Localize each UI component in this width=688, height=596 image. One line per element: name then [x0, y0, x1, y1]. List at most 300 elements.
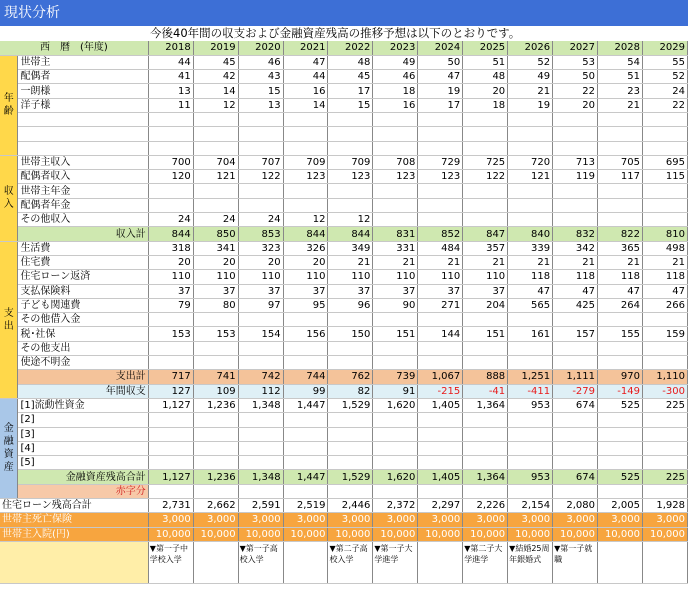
value-cell[interactable]: -149: [598, 384, 643, 398]
value-cell[interactable]: 24: [238, 213, 283, 227]
value-cell[interactable]: 21: [508, 84, 553, 98]
value-cell[interactable]: 21: [598, 98, 643, 112]
value-cell[interactable]: 1,447: [283, 398, 328, 412]
value-cell[interactable]: 23: [598, 84, 643, 98]
value-cell[interactable]: 729: [418, 155, 463, 169]
value-cell[interactable]: [373, 213, 418, 227]
value-cell[interactable]: 13: [238, 98, 283, 112]
value-cell[interactable]: [463, 313, 508, 327]
event-note-cell[interactable]: [642, 541, 687, 583]
value-cell[interactable]: 127: [148, 384, 193, 398]
value-cell[interactable]: 47: [642, 284, 687, 298]
value-cell[interactable]: 3,000: [328, 513, 373, 527]
value-cell[interactable]: 24: [193, 213, 238, 227]
value-cell[interactable]: 10,000: [598, 527, 643, 541]
value-cell[interactable]: [193, 413, 238, 427]
value-cell[interactable]: 525: [598, 398, 643, 412]
value-cell[interactable]: 10,000: [508, 527, 553, 541]
value-cell[interactable]: [463, 141, 508, 155]
row-label[interactable]: 配偶者収入: [18, 170, 148, 184]
value-cell[interactable]: [193, 313, 238, 327]
value-cell[interactable]: [193, 456, 238, 470]
value-cell[interactable]: 1,348: [238, 470, 283, 484]
value-cell[interactable]: [508, 413, 553, 427]
value-cell[interactable]: -279: [553, 384, 598, 398]
value-cell[interactable]: [328, 441, 373, 455]
value-cell[interactable]: [418, 112, 463, 126]
value-cell[interactable]: 707: [238, 155, 283, 169]
value-cell[interactable]: 21: [463, 255, 508, 269]
value-cell[interactable]: 41: [148, 70, 193, 84]
value-cell[interactable]: 110: [238, 270, 283, 284]
value-cell[interactable]: 24: [148, 213, 193, 227]
value-cell[interactable]: 1,447: [283, 470, 328, 484]
value-cell[interactable]: 37: [283, 284, 328, 298]
row-label[interactable]: 子ども関連費: [18, 298, 148, 312]
value-cell[interactable]: 1,127: [148, 470, 193, 484]
value-cell[interactable]: [283, 112, 328, 126]
value-cell[interactable]: [418, 427, 463, 441]
value-cell[interactable]: [598, 213, 643, 227]
value-cell[interactable]: 99: [283, 384, 328, 398]
value-cell[interactable]: [642, 141, 687, 155]
value-cell[interactable]: 155: [598, 327, 643, 341]
value-cell[interactable]: 123: [283, 170, 328, 184]
value-cell[interactable]: [373, 184, 418, 198]
value-cell[interactable]: 50: [553, 70, 598, 84]
value-cell[interactable]: [283, 441, 328, 455]
row-label[interactable]: 金融資産残高合計: [18, 470, 148, 484]
event-note-cell[interactable]: ▼第二子大学進学: [463, 541, 508, 583]
value-cell[interactable]: [508, 441, 553, 455]
value-cell[interactable]: [418, 184, 463, 198]
value-cell[interactable]: [553, 141, 598, 155]
value-cell[interactable]: 18: [463, 98, 508, 112]
value-cell[interactable]: 264: [598, 298, 643, 312]
value-cell[interactable]: [553, 213, 598, 227]
value-cell[interactable]: 21: [642, 255, 687, 269]
value-cell[interactable]: [328, 198, 373, 212]
value-cell[interactable]: 2,662: [193, 499, 238, 513]
value-cell[interactable]: [373, 112, 418, 126]
value-cell[interactable]: 47: [418, 70, 463, 84]
value-cell[interactable]: 79: [148, 298, 193, 312]
value-cell[interactable]: [148, 112, 193, 126]
value-cell[interactable]: 844: [148, 227, 193, 241]
value-cell[interactable]: [193, 356, 238, 370]
year-header-cell[interactable]: 2027: [553, 41, 598, 55]
value-cell[interactable]: 51: [463, 55, 508, 69]
value-cell[interactable]: 2,005: [598, 499, 643, 513]
value-cell[interactable]: [418, 213, 463, 227]
value-cell[interactable]: [463, 213, 508, 227]
value-cell[interactable]: [238, 112, 283, 126]
value-cell[interactable]: 17: [328, 84, 373, 98]
value-cell[interactable]: [508, 341, 553, 355]
value-cell[interactable]: [328, 456, 373, 470]
value-cell[interactable]: [373, 413, 418, 427]
value-cell[interactable]: 20: [283, 255, 328, 269]
value-cell[interactable]: 1,127: [148, 398, 193, 412]
value-cell[interactable]: 95: [283, 298, 328, 312]
value-cell[interactable]: [328, 356, 373, 370]
value-cell[interactable]: [328, 141, 373, 155]
value-cell[interactable]: 1,236: [193, 470, 238, 484]
row-label[interactable]: 支出計: [18, 370, 148, 384]
value-cell[interactable]: [148, 141, 193, 155]
value-cell[interactable]: 18: [373, 84, 418, 98]
value-cell[interactable]: 14: [283, 98, 328, 112]
value-cell[interactable]: [463, 484, 508, 498]
row-label[interactable]: [4]: [18, 441, 148, 455]
value-cell[interactable]: 110: [328, 270, 373, 284]
event-note-cell[interactable]: ▼結婚25周年銀婚式: [508, 541, 553, 583]
row-label[interactable]: [3]: [18, 427, 148, 441]
value-cell[interactable]: [418, 141, 463, 155]
value-cell[interactable]: 1,620: [373, 398, 418, 412]
value-cell[interactable]: [598, 198, 643, 212]
value-cell[interactable]: [418, 127, 463, 141]
row-label[interactable]: [18, 127, 148, 141]
row-label[interactable]: [2]: [18, 413, 148, 427]
value-cell[interactable]: [328, 112, 373, 126]
value-cell[interactable]: 3,000: [283, 513, 328, 527]
value-cell[interactable]: [553, 456, 598, 470]
value-cell[interactable]: 10,000: [283, 527, 328, 541]
value-cell[interactable]: 2,591: [238, 499, 283, 513]
event-note-cell[interactable]: ▼第一子就職: [553, 541, 598, 583]
event-note-cell[interactable]: ▼第一子高校入学: [238, 541, 283, 583]
value-cell[interactable]: 318: [148, 241, 193, 255]
value-cell[interactable]: 831: [373, 227, 418, 241]
value-cell[interactable]: 708: [373, 155, 418, 169]
value-cell[interactable]: [642, 198, 687, 212]
value-cell[interactable]: 15: [238, 84, 283, 98]
row-label[interactable]: [18, 112, 148, 126]
value-cell[interactable]: 953: [508, 398, 553, 412]
value-cell[interactable]: 10,000: [553, 527, 598, 541]
value-cell[interactable]: [508, 356, 553, 370]
value-cell[interactable]: 1,529: [328, 470, 373, 484]
value-cell[interactable]: 50: [418, 55, 463, 69]
value-cell[interactable]: [598, 456, 643, 470]
value-cell[interactable]: 832: [553, 227, 598, 241]
value-cell[interactable]: 365: [598, 241, 643, 255]
value-cell[interactable]: 123: [373, 170, 418, 184]
value-cell[interactable]: 20: [238, 255, 283, 269]
value-cell[interactable]: 225: [642, 470, 687, 484]
value-cell[interactable]: [508, 456, 553, 470]
value-cell[interactable]: [463, 198, 508, 212]
value-cell[interactable]: [418, 356, 463, 370]
value-cell[interactable]: 840: [508, 227, 553, 241]
row-label[interactable]: 一朗様: [18, 84, 148, 98]
value-cell[interactable]: [508, 127, 553, 141]
value-cell[interactable]: 3,000: [148, 513, 193, 527]
value-cell[interactable]: 1,364: [463, 470, 508, 484]
value-cell[interactable]: 13: [148, 84, 193, 98]
row-label[interactable]: 使途不明金: [18, 356, 148, 370]
value-cell[interactable]: 3,000: [598, 513, 643, 527]
value-cell[interactable]: 705: [598, 155, 643, 169]
value-cell[interactable]: 80: [193, 298, 238, 312]
value-cell[interactable]: 48: [328, 55, 373, 69]
value-cell[interactable]: [598, 441, 643, 455]
value-cell[interactable]: [193, 198, 238, 212]
value-cell[interactable]: [463, 184, 508, 198]
value-cell[interactable]: 22: [553, 84, 598, 98]
value-cell[interactable]: [553, 484, 598, 498]
value-cell[interactable]: 47: [553, 284, 598, 298]
value-cell[interactable]: 709: [328, 155, 373, 169]
value-cell[interactable]: 45: [193, 55, 238, 69]
value-cell[interactable]: [283, 198, 328, 212]
value-cell[interactable]: 2,446: [328, 499, 373, 513]
value-cell[interactable]: [238, 427, 283, 441]
value-cell[interactable]: 1,110: [642, 370, 687, 384]
value-cell[interactable]: [373, 341, 418, 355]
row-label[interactable]: 世帯主死亡保険: [0, 513, 148, 527]
value-cell[interactable]: 14: [193, 84, 238, 98]
value-cell[interactable]: 1,928: [642, 499, 687, 513]
row-label[interactable]: [1]流動性資金: [18, 398, 148, 412]
value-cell[interactable]: 850: [193, 227, 238, 241]
value-cell[interactable]: 22: [642, 98, 687, 112]
value-cell[interactable]: 46: [373, 70, 418, 84]
value-cell[interactable]: [148, 341, 193, 355]
value-cell[interactable]: [642, 341, 687, 355]
value-cell[interactable]: [283, 413, 328, 427]
value-cell[interactable]: 10,000: [418, 527, 463, 541]
value-cell[interactable]: 674: [553, 470, 598, 484]
value-cell[interactable]: [418, 198, 463, 212]
value-cell[interactable]: 17: [418, 98, 463, 112]
value-cell[interactable]: [642, 356, 687, 370]
value-cell[interactable]: 19: [418, 84, 463, 98]
value-cell[interactable]: 151: [463, 327, 508, 341]
value-cell[interactable]: [283, 184, 328, 198]
value-cell[interactable]: [193, 141, 238, 155]
value-cell[interactable]: 204: [463, 298, 508, 312]
value-cell[interactable]: 51: [598, 70, 643, 84]
value-cell[interactable]: 16: [283, 84, 328, 98]
value-cell[interactable]: [642, 427, 687, 441]
event-notes-label[interactable]: [0, 541, 148, 583]
value-cell[interactable]: 762: [328, 370, 373, 384]
value-cell[interactable]: 822: [598, 227, 643, 241]
value-cell[interactable]: 525: [598, 470, 643, 484]
value-cell[interactable]: [148, 198, 193, 212]
value-cell[interactable]: [553, 341, 598, 355]
value-cell[interactable]: 1,067: [418, 370, 463, 384]
value-cell[interactable]: 1,348: [238, 398, 283, 412]
value-cell[interactable]: 110: [418, 270, 463, 284]
value-cell[interactable]: [193, 184, 238, 198]
value-cell[interactable]: 2,731: [148, 499, 193, 513]
value-cell[interactable]: 12: [193, 98, 238, 112]
value-cell[interactable]: 118: [642, 270, 687, 284]
value-cell[interactable]: 565: [508, 298, 553, 312]
value-cell[interactable]: [553, 427, 598, 441]
value-cell[interactable]: 3,000: [642, 513, 687, 527]
year-header-cell[interactable]: 2029: [642, 41, 687, 55]
event-note-cell[interactable]: [283, 541, 328, 583]
row-label[interactable]: 年間収支: [18, 384, 148, 398]
value-cell[interactable]: [193, 341, 238, 355]
value-cell[interactable]: 121: [193, 170, 238, 184]
value-cell[interactable]: [328, 484, 373, 498]
year-header-label[interactable]: 西 暦 (年度): [0, 41, 148, 55]
value-cell[interactable]: -300: [642, 384, 687, 398]
value-cell[interactable]: 118: [553, 270, 598, 284]
value-cell[interactable]: [373, 313, 418, 327]
value-cell[interactable]: 331: [373, 241, 418, 255]
value-cell[interactable]: [148, 184, 193, 198]
value-cell[interactable]: [553, 441, 598, 455]
value-cell[interactable]: [283, 141, 328, 155]
value-cell[interactable]: 357: [463, 241, 508, 255]
value-cell[interactable]: [642, 213, 687, 227]
value-cell[interactable]: 888: [463, 370, 508, 384]
value-cell[interactable]: [193, 441, 238, 455]
year-header-cell[interactable]: 2021: [283, 41, 328, 55]
value-cell[interactable]: [328, 127, 373, 141]
value-cell[interactable]: 1,236: [193, 398, 238, 412]
value-cell[interactable]: [238, 341, 283, 355]
value-cell[interactable]: 3,000: [508, 513, 553, 527]
row-label[interactable]: 世帯主年金: [18, 184, 148, 198]
value-cell[interactable]: [238, 141, 283, 155]
value-cell[interactable]: -215: [418, 384, 463, 398]
value-cell[interactable]: 151: [373, 327, 418, 341]
value-cell[interactable]: [283, 341, 328, 355]
value-cell[interactable]: [598, 484, 643, 498]
value-cell[interactable]: 112: [238, 384, 283, 398]
value-cell[interactable]: 37: [418, 284, 463, 298]
value-cell[interactable]: [418, 313, 463, 327]
value-cell[interactable]: 1,364: [463, 398, 508, 412]
value-cell[interactable]: 225: [642, 398, 687, 412]
event-note-cell[interactable]: ▼第一子大学進学: [373, 541, 418, 583]
value-cell[interactable]: [463, 341, 508, 355]
value-cell[interactable]: [418, 341, 463, 355]
value-cell[interactable]: [553, 127, 598, 141]
value-cell[interactable]: 37: [193, 284, 238, 298]
value-cell[interactable]: 122: [463, 170, 508, 184]
value-cell[interactable]: 266: [642, 298, 687, 312]
value-cell[interactable]: [463, 413, 508, 427]
value-cell[interactable]: [238, 356, 283, 370]
value-cell[interactable]: 46: [238, 55, 283, 69]
value-cell[interactable]: [553, 313, 598, 327]
value-cell[interactable]: 342: [553, 241, 598, 255]
value-cell[interactable]: 2,519: [283, 499, 328, 513]
value-cell[interactable]: 157: [553, 327, 598, 341]
value-cell[interactable]: 10,000: [193, 527, 238, 541]
year-header-cell[interactable]: 2024: [418, 41, 463, 55]
value-cell[interactable]: [642, 127, 687, 141]
value-cell[interactable]: 3,000: [463, 513, 508, 527]
value-cell[interactable]: 159: [642, 327, 687, 341]
value-cell[interactable]: [373, 141, 418, 155]
value-cell[interactable]: 123: [418, 170, 463, 184]
value-cell[interactable]: 43: [238, 70, 283, 84]
value-cell[interactable]: [553, 356, 598, 370]
value-cell[interactable]: 153: [193, 327, 238, 341]
value-cell[interactable]: 144: [418, 327, 463, 341]
value-cell[interactable]: [508, 198, 553, 212]
value-cell[interactable]: 90: [373, 298, 418, 312]
value-cell[interactable]: -41: [463, 384, 508, 398]
value-cell[interactable]: 44: [148, 55, 193, 69]
value-cell[interactable]: 123: [328, 170, 373, 184]
value-cell[interactable]: 117: [598, 170, 643, 184]
value-cell[interactable]: [283, 127, 328, 141]
value-cell[interactable]: 16: [373, 98, 418, 112]
value-cell[interactable]: 10,000: [328, 527, 373, 541]
year-header-cell[interactable]: 2018: [148, 41, 193, 55]
value-cell[interactable]: [642, 456, 687, 470]
value-cell[interactable]: [598, 184, 643, 198]
value-cell[interactable]: 3,000: [193, 513, 238, 527]
row-label[interactable]: 支払保険料: [18, 284, 148, 298]
value-cell[interactable]: 110: [283, 270, 328, 284]
value-cell[interactable]: [508, 141, 553, 155]
value-cell[interactable]: 156: [283, 327, 328, 341]
value-cell[interactable]: 844: [283, 227, 328, 241]
value-cell[interactable]: [328, 427, 373, 441]
row-label[interactable]: [5]: [18, 456, 148, 470]
value-cell[interactable]: 709: [283, 155, 328, 169]
value-cell[interactable]: [418, 441, 463, 455]
event-note-cell[interactable]: [598, 541, 643, 583]
value-cell[interactable]: [283, 484, 328, 498]
value-cell[interactable]: 10,000: [148, 527, 193, 541]
value-cell[interactable]: [463, 441, 508, 455]
value-cell[interactable]: 349: [328, 241, 373, 255]
row-label[interactable]: 赤字分: [18, 484, 148, 498]
value-cell[interactable]: [373, 356, 418, 370]
value-cell[interactable]: [418, 484, 463, 498]
event-note-cell[interactable]: [418, 541, 463, 583]
value-cell[interactable]: [328, 313, 373, 327]
value-cell[interactable]: 713: [553, 155, 598, 169]
value-cell[interactable]: 10,000: [373, 527, 418, 541]
value-cell[interactable]: 118: [508, 270, 553, 284]
value-cell[interactable]: 20: [463, 84, 508, 98]
value-cell[interactable]: [373, 198, 418, 212]
year-header-cell[interactable]: 2025: [463, 41, 508, 55]
value-cell[interactable]: 37: [463, 284, 508, 298]
value-cell[interactable]: [373, 484, 418, 498]
value-cell[interactable]: [598, 413, 643, 427]
value-cell[interactable]: 3,000: [553, 513, 598, 527]
value-cell[interactable]: 341: [193, 241, 238, 255]
value-cell[interactable]: [238, 413, 283, 427]
row-label[interactable]: 世帯主: [18, 55, 148, 69]
value-cell[interactable]: 3,000: [418, 513, 463, 527]
value-cell[interactable]: [148, 484, 193, 498]
value-cell[interactable]: 484: [418, 241, 463, 255]
row-label[interactable]: 世帯主入院(円): [0, 527, 148, 541]
value-cell[interactable]: 115: [642, 170, 687, 184]
value-cell[interactable]: 725: [463, 155, 508, 169]
value-cell[interactable]: 717: [148, 370, 193, 384]
value-cell[interactable]: [553, 112, 598, 126]
value-cell[interactable]: 1,529: [328, 398, 373, 412]
value-cell[interactable]: [193, 127, 238, 141]
row-label[interactable]: 配偶者: [18, 70, 148, 84]
